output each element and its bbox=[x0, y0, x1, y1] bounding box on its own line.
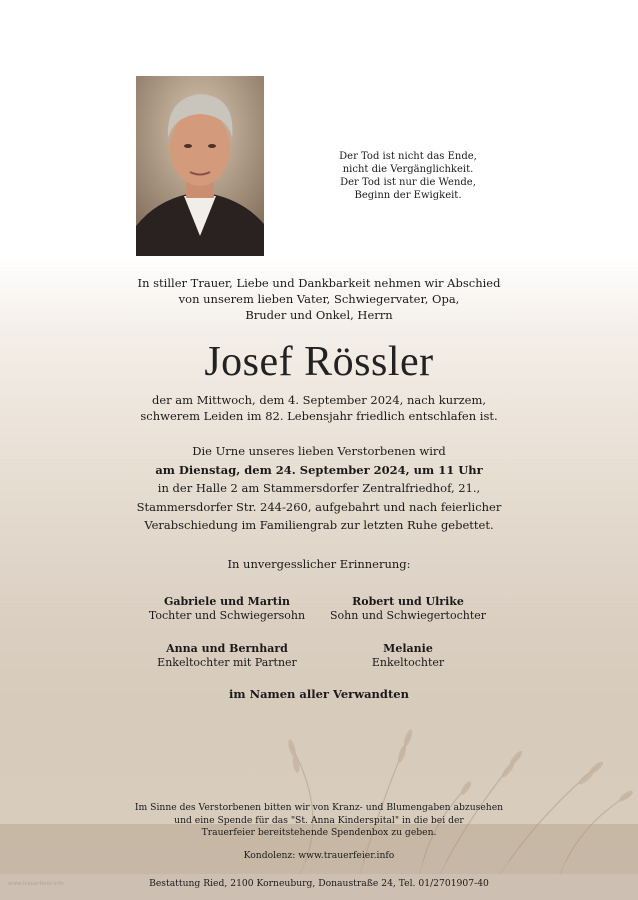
funeral-home-footer: Bestattung Ried, 2100 Korneuburg, Donaustraße 24, Tel. 01/2701907-40 bbox=[149, 878, 489, 889]
portrait-photo bbox=[136, 76, 264, 256]
funeral-line: in der Halle 2 am Stammersdorfer Zentralfriedhof, 21., bbox=[157, 481, 481, 495]
mourner-names: Gabriele und Martin bbox=[163, 595, 291, 608]
poem-line: Der Tod ist nur die Wende, bbox=[340, 177, 476, 188]
wheat-decoration bbox=[0, 704, 638, 874]
poem-line: Der Tod ist nicht das Ende, bbox=[339, 151, 477, 162]
poem-line: nicht die Vergänglichkeit. bbox=[342, 164, 474, 175]
deceased-name: Josef Rössler bbox=[204, 339, 434, 385]
mourner bbox=[132, 595, 322, 623]
mourner-names: Anna und Bernhard bbox=[166, 642, 288, 655]
death-notice bbox=[0, 392, 638, 424]
mourner bbox=[132, 642, 322, 670]
intro-text bbox=[0, 275, 638, 323]
memory-heading: In unvergesslicher Erinnerung: bbox=[227, 557, 411, 571]
mourner-relation: Sohn und Schwiegertochter bbox=[329, 609, 487, 622]
death-line: der am Mittwoch, dem 4. September 2024, nach kurzem, bbox=[151, 393, 487, 407]
mourner-relation: Tochter und Schwiegersohn bbox=[148, 609, 306, 622]
donation-notice bbox=[0, 802, 638, 840]
kondolenz-link[interactable]: Kondolenz: www.trauerfeier.info bbox=[243, 850, 395, 861]
mourner-names: Melanie bbox=[383, 642, 433, 655]
intro-line: In stiller Trauer, Liebe und Dankbarkeit nehmen wir Abschied bbox=[137, 276, 501, 290]
poem bbox=[318, 150, 498, 202]
intro-line: Bruder und Onkel, Herrn bbox=[245, 308, 393, 322]
mourner-relation: Enkeltochter mit Partner bbox=[157, 656, 297, 669]
funeral-line: Verabschiedung im Familiengrab zur letzten Ruhe gebettet. bbox=[144, 518, 494, 532]
notice-line: Trauerfeier bereitstehende Spendenbox zu geben. bbox=[201, 827, 437, 838]
death-line: schwerem Leiden im 82. Lebensjahr friedlich entschlafen ist. bbox=[140, 409, 498, 423]
mourner-relation: Enkeltochter bbox=[371, 656, 445, 669]
mourner bbox=[313, 595, 503, 623]
poem-line: Beginn der Ewigkeit. bbox=[354, 190, 462, 201]
mourner-names: Robert und Ulrike bbox=[352, 595, 464, 608]
funeral-details bbox=[0, 442, 638, 535]
funeral-date: am Dienstag, dem 24. September 2024, um 11 Uhr bbox=[155, 462, 483, 477]
notice-line: Im Sinne des Verstorbenen bitten wir von Kranz- und Blumengaben abzusehen bbox=[134, 802, 504, 813]
behalf-line: im Namen aller Verwandten bbox=[229, 687, 409, 701]
watermark: www.trauerfeier.info bbox=[8, 881, 64, 887]
funeral-line: Die Urne unseres lieben Verstorbenen wird bbox=[192, 444, 446, 458]
funeral-line: Stammersdorfer Str. 244-260, aufgebahrt und nach feierlicher bbox=[136, 499, 502, 514]
mourner bbox=[313, 642, 503, 670]
intro-line: von unserem lieben Vater, Schwiegervater, Opa, bbox=[178, 292, 460, 306]
notice-line: und eine Spende für das "St. Anna Kinderspital" in die bei der bbox=[174, 814, 464, 826]
